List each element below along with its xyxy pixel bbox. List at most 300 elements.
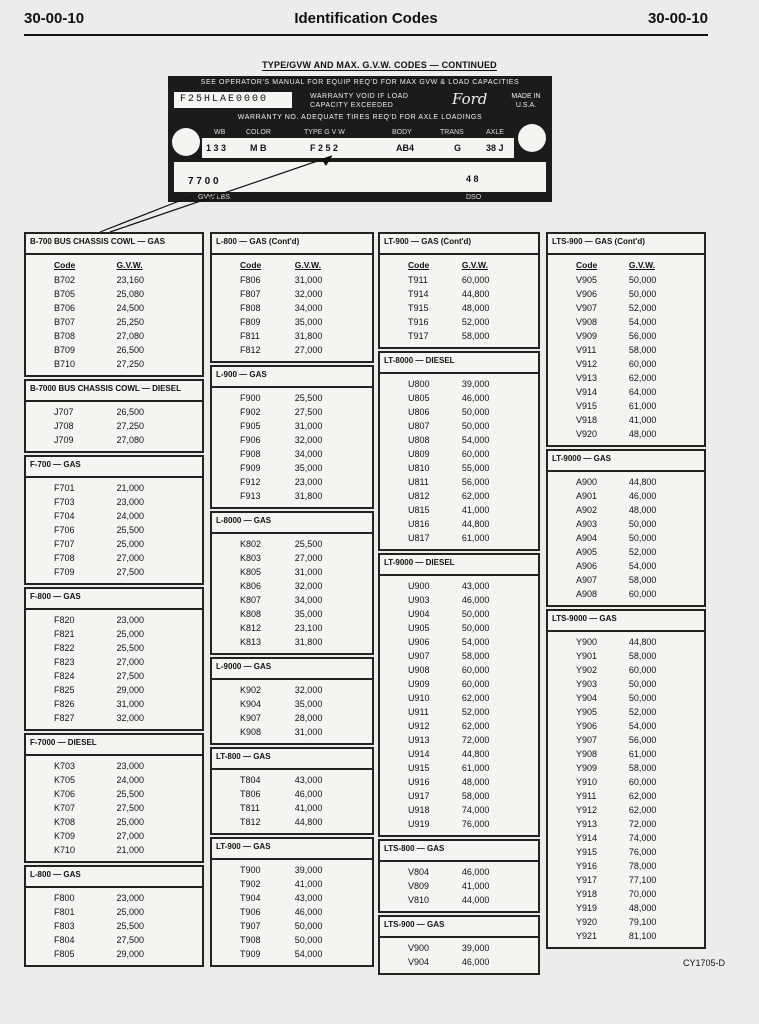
code-cell: A908	[576, 589, 598, 599]
label-body: BODY	[392, 129, 412, 136]
code-cell: T806	[240, 789, 261, 799]
table-row	[212, 489, 372, 503]
table-row	[26, 933, 202, 947]
gvw-cell: 27,250	[116, 421, 144, 431]
code-cell: U913	[408, 735, 430, 745]
table-row	[26, 551, 202, 565]
code-cell: F825	[54, 685, 75, 695]
code-cell: T907	[240, 921, 261, 931]
value-gvw-lbs: 7 7 0 0	[188, 176, 219, 187]
code-cell: Y912	[576, 805, 598, 815]
table-row	[26, 759, 202, 773]
table-row	[548, 559, 704, 573]
code-cell: Y918	[576, 889, 598, 899]
code-cell: K908	[240, 727, 262, 737]
section-title: LTS-900 — GAS (Cont'd)	[548, 234, 704, 255]
table-row	[26, 815, 202, 829]
table-row	[26, 537, 202, 551]
code-cell: K805	[240, 567, 262, 577]
code-cell: Y906	[576, 721, 598, 731]
table-row	[212, 947, 372, 961]
table-row	[548, 831, 704, 845]
gvw-cell: 50,000	[628, 519, 657, 529]
table-row	[380, 663, 538, 677]
code-cell: Y908	[576, 749, 598, 759]
table-row	[380, 301, 538, 315]
section-body	[380, 255, 538, 347]
code-cell: F806	[240, 275, 261, 285]
section-title: B-700 BUS CHASSIS COWL — GAS	[26, 234, 202, 255]
section-lts-900-gas-cont-d	[546, 232, 706, 447]
code-cell: F905	[240, 421, 261, 431]
table-row	[212, 919, 372, 933]
gvw-cell: 74,000	[628, 833, 657, 843]
gvw-cell: 32,000	[294, 289, 323, 299]
section-lts-800-gas	[378, 839, 540, 913]
table-row	[26, 669, 202, 683]
gvw-cell: 50,000	[461, 421, 490, 431]
code-cell: A907	[576, 575, 598, 585]
code-cell: T804	[240, 775, 261, 785]
table-row	[380, 531, 538, 545]
code-cell: K904	[240, 699, 262, 709]
gvw-cell: 50,000	[628, 693, 657, 703]
table-row	[380, 719, 538, 733]
gvw-cell: 62,000	[461, 721, 490, 731]
gvw-cell: 44,800	[294, 817, 323, 827]
section-body	[212, 680, 372, 743]
table-row	[26, 711, 202, 725]
table-row	[212, 405, 372, 419]
table-row	[548, 635, 704, 649]
table-row	[212, 537, 372, 551]
code-cell: F708	[54, 553, 75, 563]
table-row	[380, 503, 538, 517]
section-body	[26, 402, 202, 451]
gvw-cell: 48,000	[461, 303, 490, 313]
table-row	[212, 579, 372, 593]
code-cell: V914	[576, 387, 598, 397]
gvw-cell: 26,500	[116, 407, 144, 417]
table-row	[548, 489, 704, 503]
gvw-cell: 34,000	[294, 303, 323, 313]
gvw-cell: 44,800	[461, 289, 490, 299]
code-cell: A900	[576, 477, 598, 487]
code-cell: U909	[408, 679, 430, 689]
code-cell: V809	[408, 881, 430, 891]
table-row	[548, 573, 704, 587]
code-cell: U917	[408, 791, 430, 801]
section-lt-9000-diesel	[378, 553, 540, 837]
code-cell: A906	[576, 561, 598, 571]
table-row	[380, 273, 538, 287]
gvw-cell: 27,500	[116, 935, 144, 945]
gvw-cell: 50,000	[628, 679, 657, 689]
code-cell: K703	[54, 761, 76, 771]
gvw-cell: 21,000	[116, 845, 144, 855]
table-header	[26, 258, 202, 272]
table-row	[212, 877, 372, 891]
gvw-cell: 31,000	[294, 567, 323, 577]
section-lt-900-gas	[210, 837, 374, 967]
gvw-cell: 52,000	[628, 303, 657, 313]
gvw-cell: 23,160	[116, 275, 144, 285]
code-cell: V904	[408, 957, 430, 967]
code-cell: T906	[240, 907, 261, 917]
plate-made-in: MADE IN U.S.A.	[511, 93, 541, 109]
table-row	[212, 933, 372, 947]
gvw-cell: 27,080	[116, 435, 144, 445]
gvw-cell: 50,000	[294, 935, 323, 945]
table-row	[548, 385, 704, 399]
section-body	[26, 610, 202, 729]
value-axle: 38 J	[486, 143, 504, 153]
gvw-cell: 54,000	[628, 561, 657, 571]
table-row	[26, 405, 202, 419]
gvw-cell: 27,000	[294, 345, 323, 355]
gvw-cell: 77,100	[628, 875, 657, 885]
table-row	[26, 843, 202, 857]
column-2	[210, 232, 374, 967]
code-cell: Y921	[576, 931, 598, 941]
gvw-cell: 50,000	[628, 533, 657, 543]
table-row	[548, 503, 704, 517]
gvw-cell: 60,000	[461, 449, 490, 459]
code-cell: T904	[240, 893, 261, 903]
label-type-gvw: TYPE G V W	[304, 129, 345, 136]
section-title: L-800 — GAS (Cont'd)	[212, 234, 372, 255]
gvw-cell: 58,000	[628, 345, 657, 355]
code-cell: J709	[54, 435, 74, 445]
code-cell: Y913	[576, 819, 598, 829]
section-body	[26, 756, 202, 861]
section-title: L-8000 — GAS	[212, 513, 372, 534]
gvw-cell: 54,000	[294, 949, 323, 959]
table-row	[212, 683, 372, 697]
table-row	[26, 273, 202, 287]
gvw-cell: 46,000	[294, 907, 323, 917]
table-row	[548, 691, 704, 705]
code-cell: K807	[240, 595, 262, 605]
table-row	[26, 481, 202, 495]
code-cell: Y910	[576, 777, 598, 787]
table-row	[548, 287, 704, 301]
code-cell: U905	[408, 623, 430, 633]
table-row	[26, 787, 202, 801]
section-title: LT-800 — GAS	[212, 749, 372, 770]
table-row	[212, 391, 372, 405]
code-cell: V915	[576, 401, 598, 411]
table-row	[212, 891, 372, 905]
gvw-cell: 31,800	[294, 491, 323, 501]
label-color: COLOR	[246, 129, 271, 136]
table-row	[380, 803, 538, 817]
gvw-cell: 25,000	[116, 629, 144, 639]
section-title: LTS-800 — GAS	[380, 841, 538, 862]
gvw-cell: 23,000	[116, 761, 144, 771]
code-cell: A904	[576, 533, 598, 543]
code-cell: K812	[240, 623, 262, 633]
code-cell: V911	[576, 345, 597, 355]
gvw-cell: 32,000	[294, 435, 323, 445]
section-number-right: 30-00-10	[647, 10, 708, 27]
gvw-cell: 50,000	[294, 921, 323, 931]
code-cell: Y914	[576, 833, 598, 843]
gvw-cell: 25,500	[294, 393, 323, 403]
gvw-cell: 25,500	[116, 921, 144, 931]
gvw-cell: 48,000	[461, 777, 490, 787]
table-row	[26, 891, 202, 905]
code-cell: V907	[576, 303, 598, 313]
gvw-cell: 23,000	[116, 893, 144, 903]
gvw-cell: 58,000	[628, 763, 657, 773]
table-row	[26, 419, 202, 433]
table-row	[548, 761, 704, 775]
gvw-cell: 35,000	[294, 463, 323, 473]
table-row	[212, 447, 372, 461]
table-row	[26, 801, 202, 815]
code-cell: Y920	[576, 917, 598, 927]
gvw-cell: 25,000	[116, 907, 144, 917]
table-row	[380, 705, 538, 719]
table-row	[26, 301, 202, 315]
table-row	[212, 419, 372, 433]
code-cell: V909	[576, 331, 598, 341]
gvw-cell: 25,250	[116, 317, 144, 327]
section-b-700-bus-chassis-cowl-gas	[24, 232, 204, 377]
section-body	[380, 938, 538, 973]
gvw-cell: 56,000	[628, 331, 657, 341]
gvw-cell: 24,500	[116, 303, 144, 313]
gvw-cell: 48,000	[628, 903, 657, 913]
code-cell: Y911	[576, 791, 597, 801]
code-cell: F912	[240, 477, 261, 487]
gvw-cell: 61,000	[628, 749, 657, 759]
gvw-cell: 21,000	[116, 483, 144, 493]
gvw-cell: 52,000	[628, 707, 657, 717]
section-body	[380, 862, 538, 911]
gvw-cell: 54,000	[461, 435, 490, 445]
table-row	[212, 607, 372, 621]
gvw-cell: 43,000	[294, 775, 323, 785]
gvw-cell: 35,000	[294, 699, 323, 709]
section-l-900-gas	[210, 365, 374, 509]
value-color: M B	[250, 143, 267, 153]
code-cell: F913	[240, 491, 261, 501]
code-cell: Y904	[576, 693, 598, 703]
table-header	[548, 258, 704, 272]
plate-code: F25HLAE0000	[180, 94, 269, 105]
header-gvw: G.V.W.	[116, 260, 143, 270]
gvw-cell: 32,000	[116, 713, 144, 723]
gvw-cell: 31,000	[294, 421, 323, 431]
section-body	[212, 770, 372, 833]
table-row	[212, 433, 372, 447]
code-cell: F827	[54, 713, 75, 723]
gvw-cell: 58,000	[461, 331, 490, 341]
gvw-cell: 56,000	[461, 477, 490, 487]
gvw-cell: 27,000	[116, 657, 144, 667]
code-cell: V900	[408, 943, 430, 953]
code-cell: B702	[54, 275, 76, 285]
code-cell: Y901	[576, 651, 598, 661]
code-cell: F823	[54, 657, 75, 667]
label-trans: TRANS	[440, 129, 464, 136]
gvw-cell: 72,000	[628, 819, 657, 829]
gvw-cell: 78,000	[628, 861, 657, 871]
gvw-cell: 60,000	[461, 275, 490, 285]
section-body	[212, 255, 372, 361]
gvw-cell: 44,000	[461, 895, 490, 905]
code-cell: T908	[240, 935, 261, 945]
code-cell: F900	[240, 393, 261, 403]
code-cell: K803	[240, 553, 262, 563]
table-row	[26, 613, 202, 627]
section-body	[548, 632, 704, 947]
code-cell: K706	[54, 789, 76, 799]
table-row	[548, 427, 704, 441]
code-cell: V905	[576, 275, 598, 285]
section-number-left: 30-00-10	[24, 10, 85, 27]
code-cell: V918	[576, 415, 598, 425]
table-row	[26, 315, 202, 329]
value-wb: 1 3 3	[206, 143, 227, 153]
code-cell: A901	[576, 491, 598, 501]
code-cell: K705	[54, 775, 76, 785]
table-row	[548, 873, 704, 887]
code-cell: Y905	[576, 707, 598, 717]
section-lt-9000-gas	[546, 449, 706, 607]
table-row	[548, 399, 704, 413]
gvw-cell: 34,000	[294, 595, 323, 605]
table-row	[212, 635, 372, 649]
code-cell: K708	[54, 817, 76, 827]
table-row	[548, 663, 704, 677]
code-cell: F704	[54, 511, 75, 521]
table-row	[548, 545, 704, 559]
table-row	[380, 733, 538, 747]
code-cell: T900	[240, 865, 261, 875]
table-row	[548, 901, 704, 915]
value-trans: G	[454, 143, 462, 153]
table-row	[548, 929, 704, 943]
label-dso: DSO	[466, 194, 482, 201]
table-row	[26, 919, 202, 933]
gvw-cell: 72,000	[461, 735, 490, 745]
callout-line-gvw	[100, 196, 192, 232]
section-l-800-gas-cont-d	[210, 232, 374, 363]
section-title: L-800 — GAS	[26, 867, 202, 888]
section-body	[548, 255, 704, 445]
code-cell: U907	[408, 651, 430, 661]
gvw-cell: 44,800	[461, 749, 490, 759]
gvw-cell: 39,000	[294, 865, 323, 875]
table-row	[212, 475, 372, 489]
code-cell: T911	[408, 275, 428, 285]
code-cell: F812	[240, 345, 261, 355]
code-cell: U817	[408, 533, 430, 543]
code-cell: K806	[240, 581, 262, 591]
table-row	[548, 343, 704, 357]
gvw-cell: 58,000	[461, 791, 490, 801]
gvw-cell: 39,000	[461, 943, 490, 953]
code-cell: F706	[54, 525, 75, 535]
header-gvw: G.V.W.	[294, 260, 321, 270]
gvw-cell: 60,000	[461, 665, 490, 675]
table-row	[212, 551, 372, 565]
table-row	[212, 461, 372, 475]
gvw-cell: 61,000	[628, 401, 657, 411]
gvw-cell: 60,000	[628, 777, 657, 787]
callout-line-type	[110, 156, 332, 232]
gvw-cell: 32,000	[294, 685, 323, 695]
section-body	[548, 472, 704, 605]
gvw-cell: 50,000	[628, 275, 657, 285]
gvw-cell: 54,000	[628, 317, 657, 327]
section-lt-800-gas	[210, 747, 374, 835]
section-body	[212, 860, 372, 965]
header-code: Code	[408, 260, 430, 270]
gvw-cell: 31,000	[116, 699, 144, 709]
table-row	[26, 433, 202, 447]
code-cell: U904	[408, 609, 430, 619]
gvw-cell: 25,500	[116, 789, 144, 799]
code-cell: U906	[408, 637, 430, 647]
section-lts-9000-gas	[546, 609, 706, 949]
table-row	[548, 677, 704, 691]
gvw-cell: 79,100	[628, 917, 657, 927]
gvw-cell: 41,000	[294, 879, 323, 889]
header-code: Code	[576, 260, 598, 270]
table-row	[26, 523, 202, 537]
code-cell: U919	[408, 819, 430, 829]
value-type-gvw: F 2 5 2	[310, 143, 339, 153]
table-row	[548, 587, 704, 601]
code-cell: A905	[576, 547, 598, 557]
section-title: F-800 — GAS	[26, 589, 202, 610]
table-row	[26, 357, 202, 371]
table-row	[380, 405, 538, 419]
table-row	[26, 683, 202, 697]
section-title: LTS-9000 — GAS	[548, 611, 704, 632]
code-cell: U914	[408, 749, 430, 759]
gvw-cell: 52,000	[628, 547, 657, 557]
gvw-cell: 27,500	[116, 671, 144, 681]
code-cell: U915	[408, 763, 430, 773]
section-f-800-gas	[24, 587, 204, 731]
section-title: B-7000 BUS CHASSIS COWL — DIESEL	[26, 381, 202, 402]
gvw-cell: 27,500	[116, 803, 144, 813]
gvw-cell: 62,000	[461, 693, 490, 703]
table-row	[380, 419, 538, 433]
table-row	[26, 947, 202, 961]
table-row	[380, 377, 538, 391]
table-row	[548, 705, 704, 719]
table-row	[212, 621, 372, 635]
code-cell: V908	[576, 317, 598, 327]
table-row	[548, 775, 704, 789]
code-cell: B708	[54, 331, 76, 341]
table-row	[26, 565, 202, 579]
gvw-cell: 27,000	[116, 831, 144, 841]
gvw-cell: 35,000	[294, 609, 323, 619]
gvw-cell: 41,000	[628, 415, 657, 425]
code-cell: Y907	[576, 735, 598, 745]
table-row	[380, 761, 538, 775]
table-row	[380, 287, 538, 301]
table-row	[380, 517, 538, 531]
code-cell: F824	[54, 671, 75, 681]
